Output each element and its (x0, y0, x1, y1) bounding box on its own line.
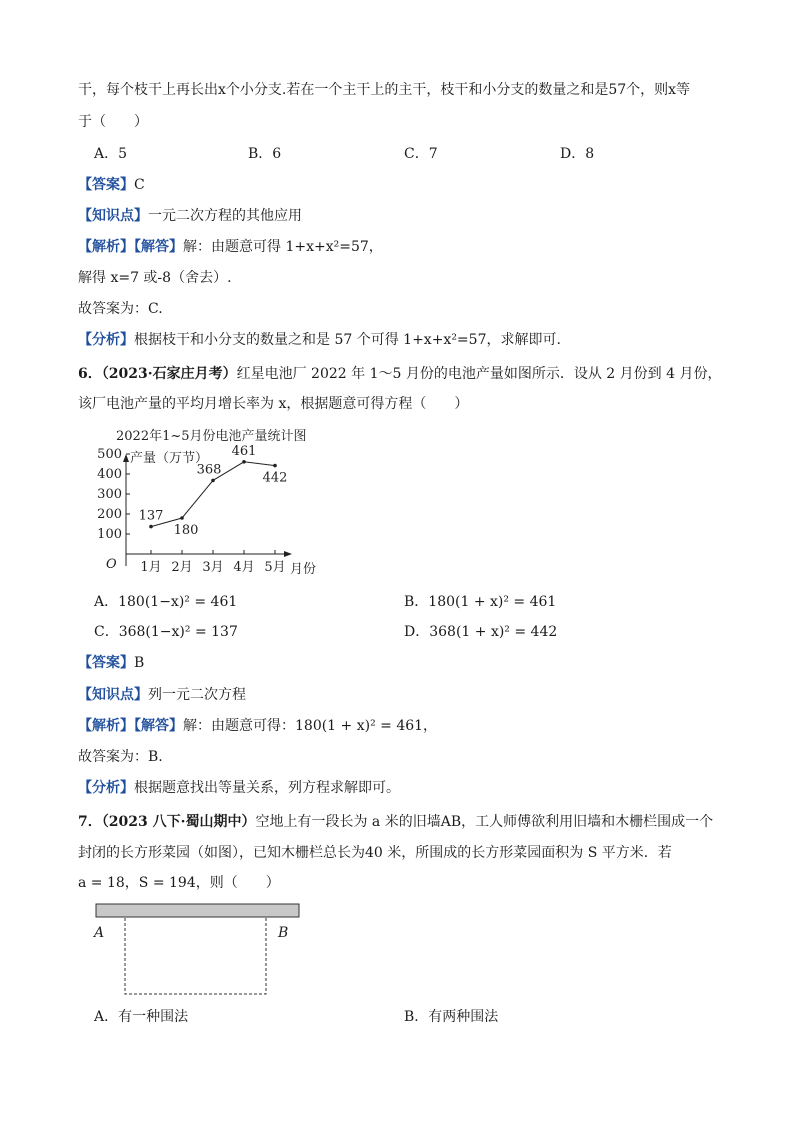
data-label: 461 (231, 443, 257, 459)
q6-option-a: A．180(1−x)² = 461 (94, 594, 238, 610)
q6-source: （2023·石家庄月考） (101, 366, 237, 382)
q7-stem-line2: 封闭的长方形菜园（如图），已知木栅栏总长为40 米，所围成的长方形菜园面积为 S 平方米．若 (78, 845, 672, 861)
battery-production-chart (92, 420, 332, 580)
answer-value: C (134, 177, 145, 193)
q6-number: 6． (78, 366, 102, 382)
q7-stem-text: 空地上有一段长为 a 米的旧墙AB，工人师傅欲利用旧墙和木栅栏围成一个 (255, 814, 714, 830)
q6-analysis2: 故答案为：B. (78, 749, 163, 765)
y-tick-label: 100 (97, 527, 122, 542)
data-point (242, 460, 246, 464)
fenxi-tag: 【分析】 (78, 332, 134, 348)
q6-stem-text: 红星电池厂 2022 年 1～5 月份的电池产量如图所示．设从 2 月份到 4 月份， (236, 366, 722, 382)
q6-stem-line1 (78, 364, 721, 384)
garden-diagram (90, 900, 320, 1010)
q5-knowledge-point (78, 206, 302, 226)
chart-title: 2022年1~5月份电池产量统计图 (116, 429, 307, 444)
knowledge-tag: 【知识点】 (78, 208, 148, 224)
knowledge-value: 一元二次方程的其他应用 (148, 208, 302, 224)
y-tick-label: 400 (97, 467, 122, 482)
q5-answer (78, 175, 145, 195)
chart-ylabel: 产量（万节） (130, 451, 209, 466)
data-label: 368 (196, 462, 222, 478)
q5-analysis2: 解得 x=7 或-8（舍去）. (78, 270, 232, 286)
x-tick-label: 2月 (171, 560, 193, 575)
analysis-text: 解：由题意可得 1+x+x²=57， (183, 239, 383, 255)
x-axis-arrow (284, 551, 292, 557)
answer-value: B (134, 655, 145, 671)
q6-option-b: B．180(1 + x)² = 461 (404, 594, 557, 610)
q7-option-a: A．有一种围法 (94, 1009, 189, 1025)
q7-stem-line3: a = 18，S = 194，则（ ） (78, 875, 280, 891)
q5-stem-line2: 于（ ） (78, 114, 148, 130)
q6-answer (78, 653, 144, 673)
q5-stem-line1: 干，每个枝干上再长出x个小分支.若在一个主干上的主干，枝干和小分支的数量之和是57个，则x等 (78, 82, 691, 98)
data-label: 180 (173, 523, 199, 538)
q7-option-b: B．有两种围法 (404, 1009, 499, 1025)
x-tick-label: 4月 (233, 560, 255, 575)
knowledge-tag: 【知识点】 (78, 687, 148, 703)
knowledge-value: 列一元二次方程 (148, 687, 246, 703)
y-axis-arrow (123, 454, 129, 462)
answer-tag: 【答案】 (78, 177, 134, 193)
q5-analysis3: 故答案为：C. (78, 301, 163, 317)
data-label: 137 (138, 508, 164, 524)
x-tick-label: 3月 (202, 560, 224, 575)
q6-option-c: C．368(1−x)² = 137 (94, 624, 238, 640)
q5-option-c: C．7 (404, 146, 438, 162)
q6-option-d: D．368(1 + x)² = 442 (404, 624, 558, 640)
fenxi-text: 根据枝干和小分支的数量之和是 57 个可得 1+x+x²=57，求解即可. (134, 332, 561, 348)
old-wall (96, 904, 299, 917)
q5-option-a: A．5 (94, 146, 128, 162)
q6-knowledge-point (78, 685, 246, 705)
data-point (149, 525, 153, 529)
q6-fenxi (78, 778, 400, 798)
origin-label: O (106, 557, 117, 572)
q5-fenxi (78, 330, 561, 350)
x-tick-label: 5月 (264, 560, 286, 575)
q7-stem-line1 (78, 812, 713, 832)
y-tick-label: 300 (97, 487, 122, 502)
q5-option-b: B．6 (248, 146, 282, 162)
analysis-tag: 【解析】【解答】 (78, 718, 183, 734)
fenxi-tag: 【分析】 (78, 780, 134, 796)
label-a: A (94, 925, 105, 941)
q7-number: 7． (78, 814, 102, 830)
fence-dashed (125, 918, 266, 994)
x-tick-label: 1月 (140, 560, 162, 575)
data-point (211, 479, 215, 483)
data-point (273, 464, 277, 468)
analysis-text: 解：由题意可得：180(1 + x)² = 461， (183, 718, 438, 734)
q5-analysis (78, 237, 383, 257)
data-label: 442 (262, 470, 288, 486)
q7-source: （2023 八下·蜀山期中） (101, 814, 256, 830)
q6-stem-line2: 该厂电池产量的平均月增长率为 x，根据题意可得方程（ ） (78, 396, 469, 412)
data-point (180, 516, 184, 520)
fenxi-text: 根据题意找出等量关系，列方程求解即可。 (134, 780, 400, 796)
q5-option-d: D．8 (560, 146, 595, 162)
q6-analysis (78, 716, 437, 736)
answer-tag: 【答案】 (78, 655, 134, 671)
y-tick-label: 500 (97, 447, 122, 462)
analysis-tag: 【解析】【解答】 (78, 239, 183, 255)
x-axis-label: 月份 (290, 562, 317, 577)
label-b: B (278, 925, 289, 941)
y-tick-label: 200 (97, 507, 122, 522)
